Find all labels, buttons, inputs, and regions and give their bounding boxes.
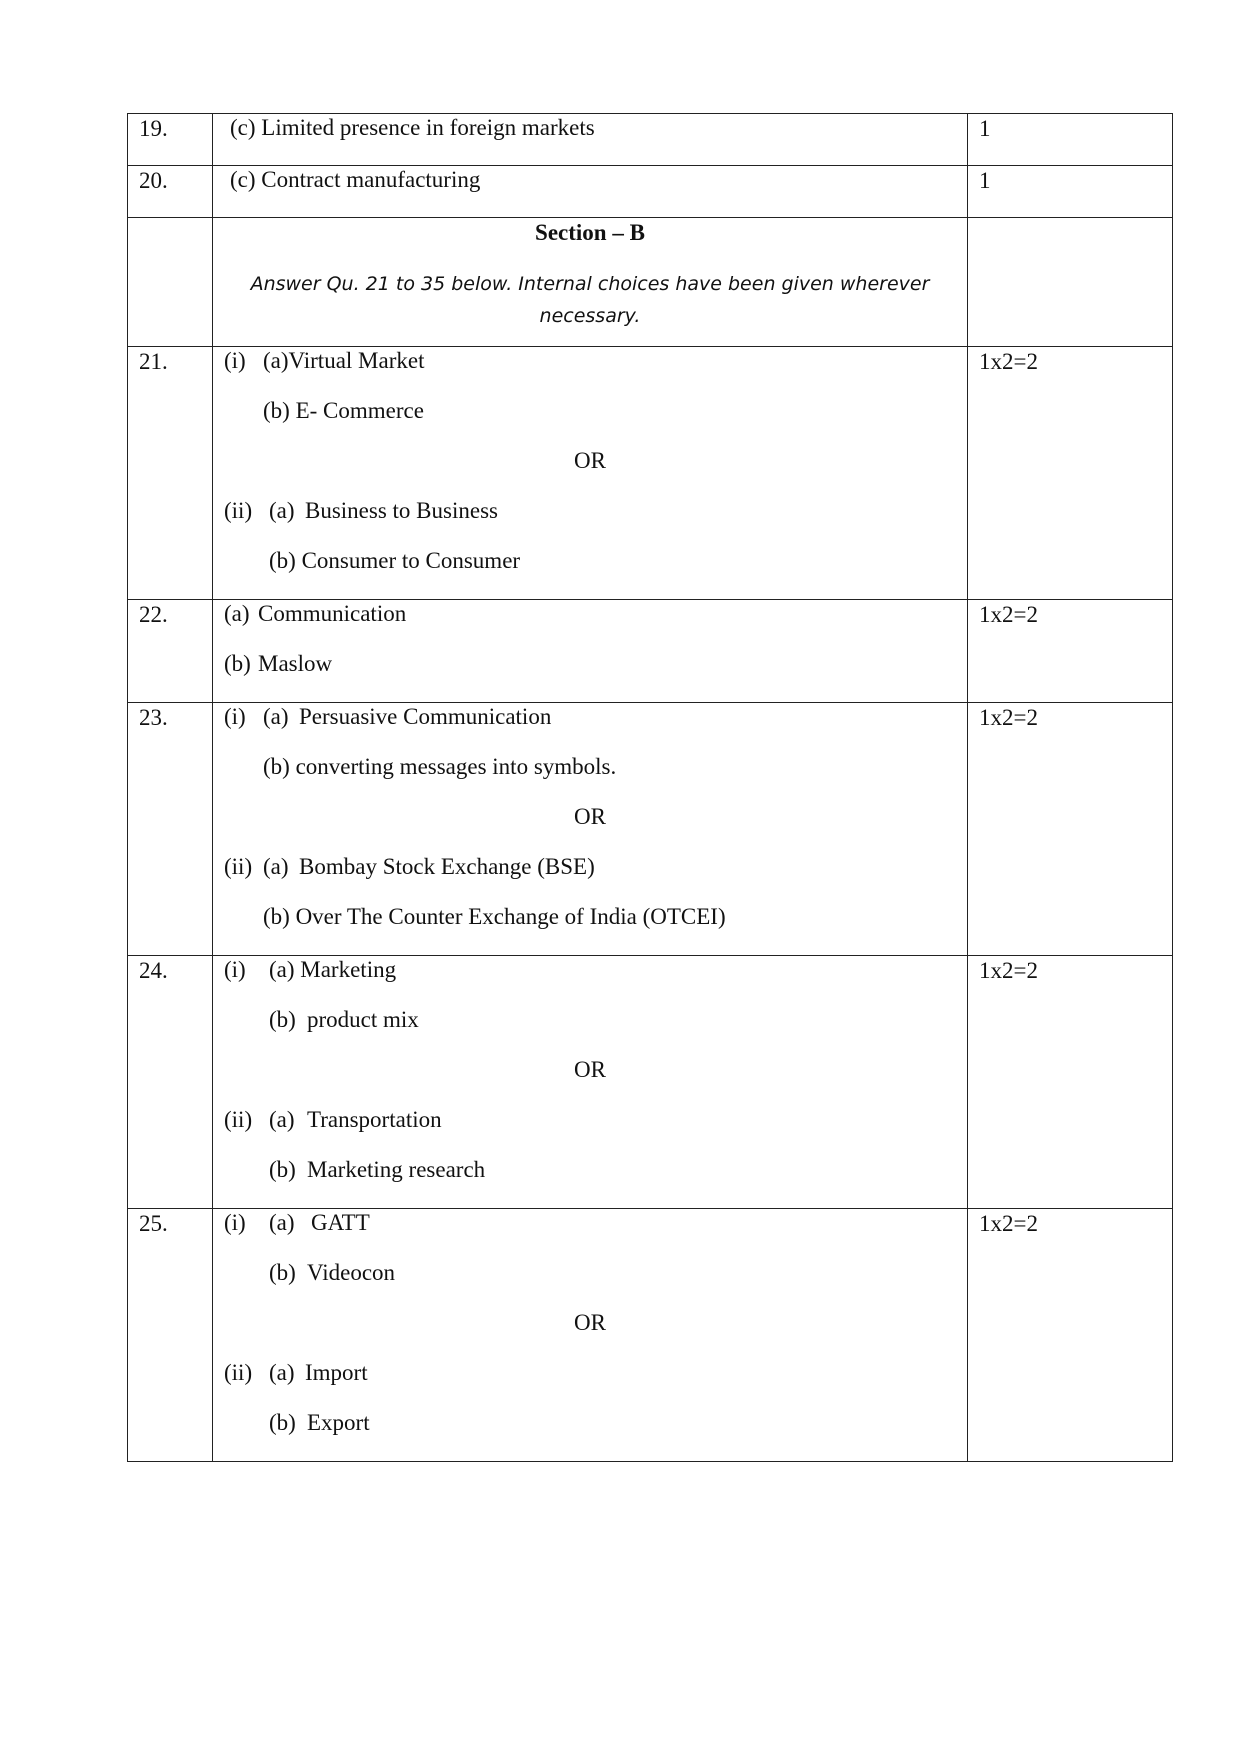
letter-marker: (a) [269,498,295,523]
answer-line [213,1158,967,1208]
answer-line [213,349,967,399]
answer-text: Persuasive Communication [299,704,552,729]
letter-marker: (b) [269,1260,296,1285]
table-row-24 [128,956,1173,1209]
answer-text: Maslow [258,651,333,676]
empty-cell [128,218,213,347]
roman-marker: (ii) [224,498,253,523]
or-label: OR [574,448,606,473]
answer-line [213,1211,967,1261]
answer-text: Communication [258,601,407,626]
answer-text: (a)Virtual Market [263,348,425,373]
or-label: OR [574,1310,606,1335]
question-number: 19. [128,114,213,166]
table-row-21 [128,347,1173,600]
answer-line [213,1008,967,1058]
answer-text: product mix [307,1007,419,1032]
letter-marker: (a) [224,601,250,626]
answer-cell [213,600,968,703]
answer-text: (c) Limited presence in foreign markets [213,114,968,166]
answer-line [213,855,967,905]
table-row-20 [128,166,1173,218]
question-number: 25. [128,1209,213,1462]
answer-line [213,1361,967,1411]
answer-line [213,1411,967,1461]
answer-line [213,958,967,1008]
answer-text: Videocon [307,1260,396,1285]
letter-marker: (a) [269,1210,295,1235]
question-number: 20. [128,166,213,218]
answer-line [213,755,967,805]
letter-marker: (a) [269,1107,295,1132]
roman-marker: (ii) [224,1107,253,1132]
marks-value: 1x2=2 [968,347,1173,600]
or-label: OR [574,804,606,829]
answer-cell [213,347,968,600]
answer-text: (a) Marketing [269,957,397,982]
letter-marker: (a) [263,854,289,879]
answer-text: Transportation [307,1107,442,1132]
letter-marker: (b) [269,1157,296,1182]
table-row-23 [128,703,1173,956]
question-number: 21. [128,347,213,600]
marks-value: 1 [968,114,1173,166]
letter-marker: (b) [269,1007,296,1032]
or-label: OR [574,1057,606,1082]
section-header-row [128,218,1173,347]
marks-value: 1x2=2 [968,1209,1173,1462]
marks-value: 1x2=2 [968,703,1173,956]
answer-text: Business to Business [305,498,498,523]
answer-text: (b) E- Commerce [263,398,424,423]
answer-line [213,705,967,755]
answer-line [213,549,967,599]
section-header-cell [213,218,968,347]
answer-text: (b) Over The Counter Exchange of India (OTCEI) [263,904,726,929]
answer-line [213,602,967,652]
roman-marker: (ii) [224,1360,253,1385]
answer-line [213,399,967,449]
answer-text: GATT [311,1210,370,1235]
or-separator [213,1058,967,1108]
section-instructions: Answer Qu. 21 to 35 below. Internal choices have been given wherever necessary. [250,273,930,327]
or-separator [213,805,967,855]
marks-value: 1x2=2 [968,956,1173,1209]
answer-text: (b) converting messages into symbols. [263,754,617,779]
answer-cell [213,703,968,956]
roman-marker: (i) [224,1210,246,1235]
question-number: 23. [128,703,213,956]
letter-marker: (a) [269,1360,295,1385]
question-number: 24. [128,956,213,1209]
letter-marker: (a) [263,704,289,729]
marks-value: 1 [968,166,1173,218]
answer-key-table [127,113,1173,1462]
answer-line [213,1261,967,1311]
table-row-22 [128,600,1173,703]
answer-text: (c) Contract manufacturing [213,166,968,218]
answer-text: Bombay Stock Exchange (BSE) [299,854,595,879]
roman-marker: (i) [224,348,246,373]
answer-cell [213,956,968,1209]
question-number: 22. [128,600,213,703]
table-row-19 [128,114,1173,166]
or-separator [213,1311,967,1361]
answer-text: Marketing research [307,1157,486,1182]
answer-line [213,1108,967,1158]
answer-line [213,652,967,702]
letter-marker: (b) [224,651,251,676]
empty-cell [968,218,1173,347]
roman-marker: (ii) [224,854,253,879]
answer-cell [213,1209,968,1462]
marks-value: 1x2=2 [968,600,1173,703]
or-separator [213,449,967,499]
answer-text: Export [307,1410,370,1435]
roman-marker: (i) [224,957,246,982]
answer-text: (b) Consumer to Consumer [269,548,521,573]
answer-text: Import [305,1360,368,1385]
table-row-25 [128,1209,1173,1462]
answer-line [213,499,967,549]
letter-marker: (b) [269,1410,296,1435]
answer-line [213,905,967,955]
roman-marker: (i) [224,704,246,729]
section-title: Section – B [535,220,645,245]
